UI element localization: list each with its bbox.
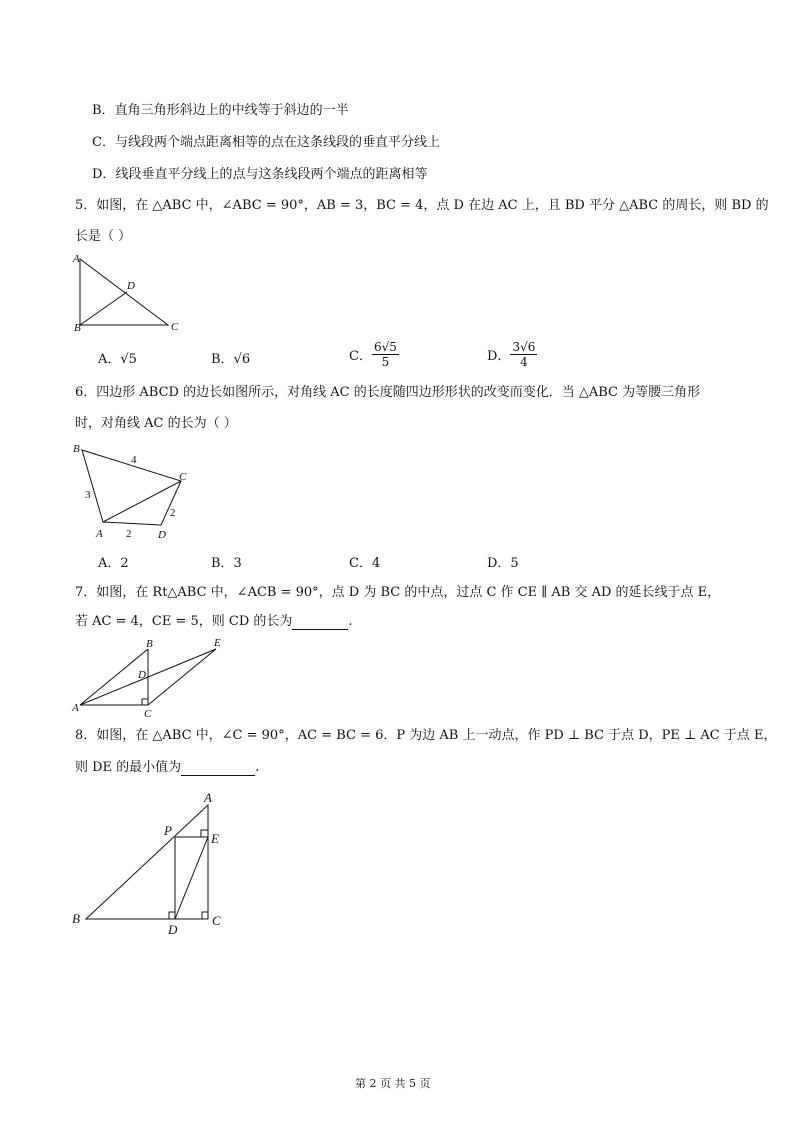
q8-label-a: A: [204, 790, 212, 805]
q6-figure: [68, 438, 198, 544]
q8-figure: [66, 788, 236, 938]
q7-label-e: E: [214, 637, 221, 649]
q5-label-d: D: [127, 280, 135, 292]
q4-option-b: B．直角三角形斜边上的中线等于斜边的一半: [92, 103, 349, 118]
q8-label-p: P: [164, 823, 172, 838]
q5-text-line1: 5．如图，在 △ABC 中，∠ABC = 90°，AB = 3，BC = 4，点 D 在边 AC 上，且 BD 平分 △ABC 的周长，则 BD 的: [75, 198, 769, 213]
q5-label-a: A: [73, 253, 80, 265]
q6-option-c: C．4: [349, 556, 381, 571]
q8-label-e: E: [211, 831, 219, 846]
q7-text-line1: 7．如图，在 Rt△ABC 中，∠ACB = 90°，点 D 为 BC 的中点，过点 C 作 CE ∥ AB 交 AD 的延长线于点 E，: [75, 585, 721, 600]
q5-label-c: C: [171, 321, 179, 333]
q6-side-ad-length: 2: [126, 528, 132, 540]
q8-text-line1: 8．如图，在 △ABC 中，∠C = 90°，AC = BC = 6．P 为边 AB 上一动点，作 PD ⊥ BC 于点 D，PE ⊥ AC 于点 E，: [75, 728, 777, 743]
q8-answer-blank[interactable]: [181, 761, 255, 776]
q7-label-a: A: [72, 702, 79, 714]
q6-side-cd-length: 2: [170, 507, 176, 519]
q5-option-b: B．√6: [211, 352, 251, 367]
q6-option-b: B．3: [211, 556, 242, 571]
q7-answer-blank[interactable]: [292, 615, 348, 630]
q8-label-c: C: [212, 913, 221, 928]
q6-label-a: A: [96, 528, 103, 540]
q6-label-c: C: [179, 471, 187, 483]
q7-text-line2: 若 AC = 4，CE = 5，则 CD 的长为 .: [75, 614, 353, 629]
q8-text-line2: 则 DE 的最小值为 .: [75, 760, 260, 775]
q7-figure: [68, 636, 238, 720]
q6-side-bc-length: 3: [85, 489, 91, 501]
q5-option-d: D． $\frac{3√6}{4}$: [487, 340, 536, 369]
q6-label-d: D: [158, 529, 166, 541]
q4-option-d: D．线段垂直平分线上的点与这条线段两个端点的距离相等: [92, 167, 428, 182]
q6-side-ab-length: 4: [131, 454, 137, 466]
q5-label-b: B: [74, 322, 81, 334]
q8-label-d: D: [168, 922, 178, 937]
q7-label-b: B: [146, 638, 153, 650]
q5-text-line2: 长是（ ）: [75, 229, 132, 244]
q6-label-b: B: [73, 443, 80, 455]
q7-label-c: C: [144, 708, 152, 720]
q7-label-d: D: [138, 669, 146, 681]
q8-label-b: B: [72, 911, 80, 926]
q5-figure: [70, 252, 190, 334]
page-footer: 第 2 页 共 5 页: [355, 1077, 431, 1090]
q6-option-a: A．2: [98, 556, 129, 571]
q6-option-d: D．5: [487, 556, 519, 571]
q4-option-c: C．与线段两个端点距离相等的点在这条线段的垂直平分线上: [92, 135, 440, 150]
q6-text-line2: 时，对角线 AC 的长为（ ）: [75, 416, 237, 431]
q5-option-c: C． $\frac{6√5}{5}$: [349, 340, 397, 369]
q5-option-a: A．√5: [98, 352, 137, 367]
q6-text-line1: 6．四边形 ABCD 的边长如图所示，对角线 AC 的长度随四边形形状的改变而变化．当 △ABC 为等腰三角形: [75, 385, 701, 400]
